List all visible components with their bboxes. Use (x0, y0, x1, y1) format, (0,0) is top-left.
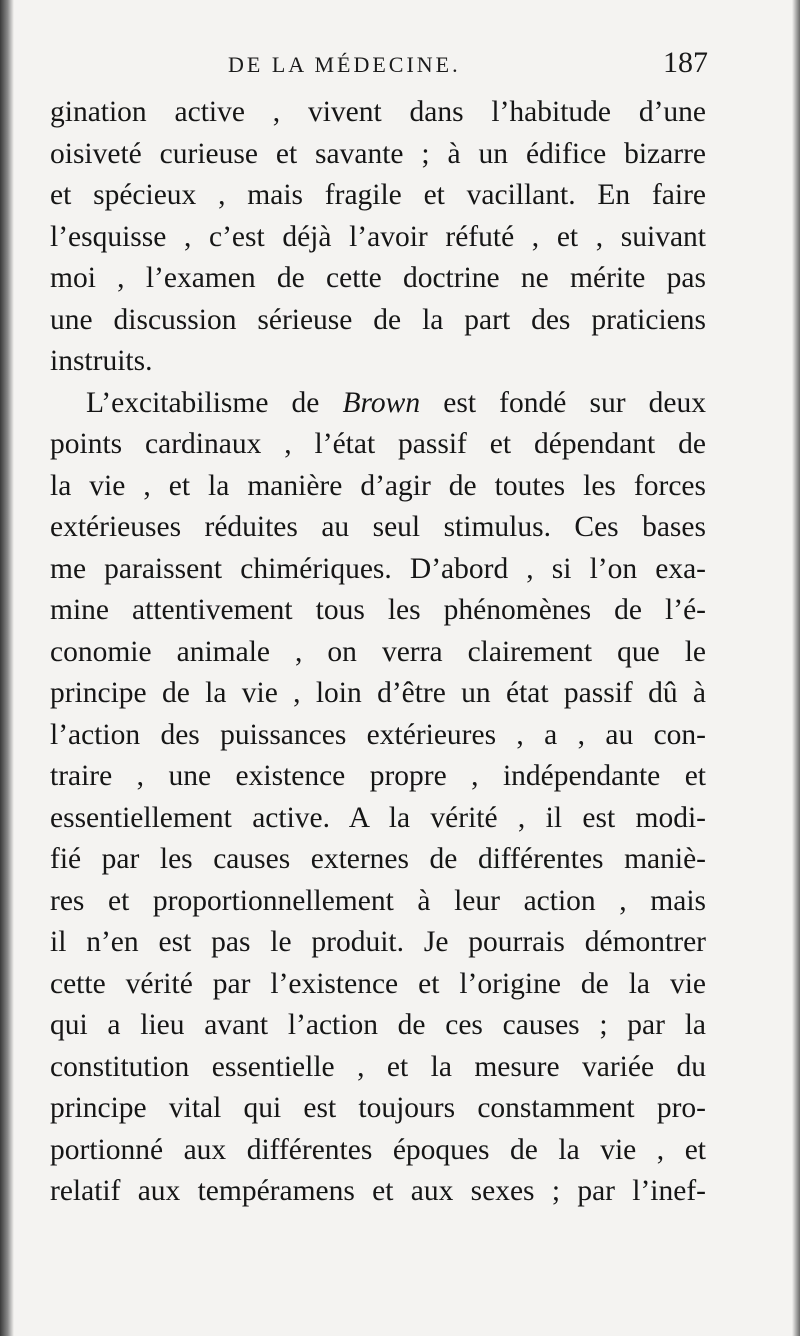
text-line: et spécieux , mais fragile et vacillant. En faire (50, 179, 706, 211)
paragraph-1 (50, 92, 706, 383)
text-line: une discussion sérieuse de la part des praticiens (50, 303, 706, 336)
text-line: traire , une existence propre , indépendante et (50, 760, 706, 792)
text-run: est fondé sur deux (420, 386, 706, 419)
text-line: la vie , et la manière d’agir de toutes les forces (50, 469, 706, 502)
text-line: res et proportionnellement à leur action , mais (50, 884, 706, 917)
paragraph-2 (50, 383, 706, 1213)
text-line: gination active , vivent dans l’habitude d’une (50, 96, 706, 128)
page-left-edge (0, 0, 14, 1336)
running-title: DE LA MÉDECINE. (228, 52, 461, 77)
text-line: me paraissent chimériques. D’abord , si l’on exa- (50, 552, 706, 585)
text-line: principe de la vie , loin d’être un état passif dû à (50, 677, 706, 709)
text-run: L’excitabilisme de (86, 386, 343, 419)
text-line: principe vital qui est toujours constamment pro- (50, 1092, 706, 1124)
text-line: mine attentivement tous les phénomènes de l’é- (50, 594, 706, 626)
text-line: cette vérité par l’existence et l’origine de la vie (50, 967, 706, 1000)
page-header (50, 46, 710, 86)
text-line: relatif aux tempéramens et aux sexes ; par l’inef- (50, 1175, 706, 1207)
text-line: l’esquisse , c’est déjà l’avoir réfuté , et , suivant (50, 220, 706, 253)
text-line: portionné aux différentes époques de la vie , et (50, 1133, 706, 1166)
text-line: constitution essentielle , et la mesure variée du (50, 1050, 706, 1083)
text-line: conomie animale , on verra clairement que le (50, 635, 706, 668)
paragraph-first-line (50, 383, 706, 425)
text-line: points cardinaux , l’état passif et dépendant de (50, 428, 706, 460)
body-text (50, 92, 706, 1213)
page-number: 187 (663, 46, 708, 79)
page-right-edge (792, 0, 800, 1336)
text-line: instruits. (50, 345, 153, 377)
text-line: moi , l’examen de cette doctrine ne mérite pas (50, 262, 706, 294)
text-line: extérieuses réduites au seul stimulus. Ces bases (50, 511, 706, 543)
text-line: qui a lieu avant l’action de ces causes ; par la (50, 1009, 706, 1041)
text-line: oisiveté curieuse et savante ; à un édifice bizarre (50, 137, 706, 170)
text-line: l’action des puissances extérieures , a , au con- (50, 718, 706, 751)
text-line: essentiellement active. A la vérité , il est modi- (50, 801, 706, 834)
author-name: Brown (342, 386, 421, 419)
text-line: fié par les causes externes de différentes maniè- (50, 843, 706, 875)
text-line: il n’en est pas le produit. Je pourrais démontrer (50, 926, 706, 958)
